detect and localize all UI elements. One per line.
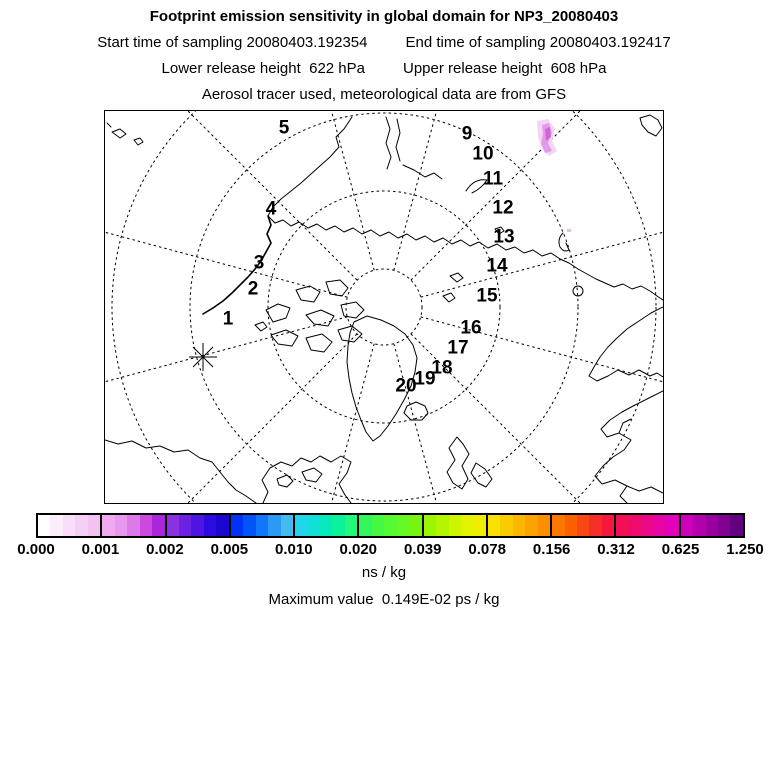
graticule-layer xyxy=(105,111,663,503)
colorbar-cell xyxy=(693,515,705,536)
colorbar-segment xyxy=(165,515,229,536)
colorbar-segment xyxy=(357,515,421,536)
coastline-severnaya-zemlya xyxy=(386,117,442,179)
colorbar-cell xyxy=(488,515,500,536)
figure-title: Footprint emission sensitivity in global domain for NP3_20080403 xyxy=(149,8,619,25)
lower-release-label: Lower release height 622 hPa xyxy=(161,60,365,77)
colorbar-tick-label: 0.078 xyxy=(468,541,506,558)
colorbar-cell xyxy=(384,515,396,536)
trajectory-label-1: 1 xyxy=(222,308,234,330)
coastline-ireland xyxy=(471,463,492,487)
trajectory-label-4: 4 xyxy=(265,198,277,220)
map-panel xyxy=(104,110,664,504)
trajectory-label-17: 17 xyxy=(447,337,469,359)
colorbar-segment xyxy=(38,515,100,536)
coastline-britain xyxy=(447,437,469,489)
colorbar-segment xyxy=(679,515,743,536)
meridian-line xyxy=(421,211,663,297)
trajectory-label-20: 20 xyxy=(395,375,417,397)
colorbar-cell xyxy=(589,515,601,536)
meridian-line xyxy=(288,344,374,503)
colorbar-cell xyxy=(281,515,293,536)
colorbar-cell xyxy=(397,515,409,536)
latitude-circle xyxy=(112,111,656,503)
tracer-line: Aerosol tracer used, meteorological data are from GFS xyxy=(201,86,567,103)
colorbar-cell xyxy=(449,515,461,536)
coastline-hudson-islands xyxy=(277,468,322,487)
colorbar-cell xyxy=(552,515,564,536)
colorbar-cell xyxy=(231,515,243,536)
colorbar-cell xyxy=(424,515,436,536)
coastline-hudson-bay xyxy=(262,456,351,503)
colorbar-cell xyxy=(372,515,384,536)
latitude-circle xyxy=(346,269,422,345)
colorbar-cell xyxy=(191,515,203,536)
colorbar-segment xyxy=(614,515,678,536)
colorbar-cell xyxy=(332,515,344,536)
trajectory-label-11: 11 xyxy=(482,168,504,190)
colorbar-cell xyxy=(243,515,255,536)
colorbar-cell xyxy=(345,515,357,536)
colorbar-cell xyxy=(565,515,577,536)
colorbar-cell xyxy=(75,515,87,536)
trajectory-label-16: 16 xyxy=(460,317,482,339)
coastline-canadian-archipelago xyxy=(255,280,364,352)
coastline-north-siberia xyxy=(268,216,663,300)
colorbar-tick-label: 0.625 xyxy=(661,541,700,558)
trajectory-label-19: 19 xyxy=(414,368,436,390)
start-time-label: Start time of sampling 20080403.192354 xyxy=(97,34,368,51)
colorbar-cell xyxy=(50,515,62,536)
colorbar-cell xyxy=(666,515,678,536)
colorbar-cell xyxy=(167,515,179,536)
colorbar-cell xyxy=(641,515,653,536)
coastline-iceland xyxy=(404,402,428,420)
coastline-topright-corner xyxy=(640,115,662,136)
colorbar-tick-label: 0.001 xyxy=(81,541,120,558)
colorbar-cell xyxy=(718,515,730,536)
colorbar-tick-label: 0.156 xyxy=(532,541,571,558)
colorbar-cell xyxy=(216,515,228,536)
trajectory-label-14: 14 xyxy=(486,255,508,277)
colorbar-segment xyxy=(550,515,614,536)
end-time-label: End time of sampling 20080403.192417 xyxy=(405,34,671,51)
colorbar-tick-label: 0.312 xyxy=(597,541,635,558)
colorbar-cell xyxy=(127,515,139,536)
trajectory-label-18: 18 xyxy=(431,357,453,379)
colorbar-cell xyxy=(268,515,280,536)
coastline-topleft-islands xyxy=(107,123,143,145)
colorbar-cell xyxy=(654,515,666,536)
trajectory-label-2: 2 xyxy=(247,278,259,300)
colorbar-cell xyxy=(102,515,114,536)
colorbar-cell xyxy=(295,515,307,536)
plume-layer xyxy=(537,119,571,232)
colorbar-cell xyxy=(308,515,320,536)
colorbar-tick-label: 0.000 xyxy=(17,541,55,558)
meridian-line xyxy=(122,334,357,503)
colorbar-units: ns / kg xyxy=(361,564,407,581)
colorbar-cell xyxy=(730,515,742,536)
trajectory-label-12: 12 xyxy=(492,197,514,219)
colorbar-cell xyxy=(436,515,448,536)
colorbar-ticks xyxy=(0,541,768,559)
coastline-north-america xyxy=(105,440,256,503)
colorbar-cell xyxy=(500,515,512,536)
meridian-line xyxy=(411,111,646,280)
colorbar-cell xyxy=(538,515,550,536)
latitude-circle xyxy=(105,111,663,503)
colorbar-tick-label: 0.010 xyxy=(275,541,313,558)
meridian-line xyxy=(105,317,347,403)
colorbar-cell xyxy=(577,515,589,536)
colorbar-tick-label: 0.020 xyxy=(339,541,378,558)
colorbar-cell xyxy=(629,515,641,536)
coastline-europe-baltic xyxy=(619,419,663,493)
plume-dot xyxy=(567,229,571,232)
maximum-value-line: Maximum value 0.149E-02 ps / kg xyxy=(268,591,500,608)
coastline-scandinavia xyxy=(589,307,663,381)
colorbar-cell xyxy=(681,515,693,536)
release-marker xyxy=(189,343,217,371)
colorbar-cell xyxy=(88,515,100,536)
colorbar-cell xyxy=(179,515,191,536)
meridian-line xyxy=(122,111,357,280)
trajectory-label-9: 9 xyxy=(461,123,473,145)
latitude-circle xyxy=(265,191,500,423)
meridian-line xyxy=(105,211,347,300)
colorbar-cell xyxy=(63,515,75,536)
colorbar-cell xyxy=(513,515,525,536)
colorbar-segment xyxy=(422,515,486,536)
colorbar-cell xyxy=(320,515,332,536)
colorbar-cell xyxy=(602,515,614,536)
trajectory-label-13: 13 xyxy=(493,226,515,248)
colorbar xyxy=(36,513,745,538)
trajectory-label-3: 3 xyxy=(253,252,265,274)
polar-map xyxy=(105,111,663,503)
colorbar-cell xyxy=(525,515,537,536)
colorbar-tick-label: 1.250 xyxy=(726,541,764,558)
colorbar-cell xyxy=(473,515,485,536)
colorbar-segment xyxy=(100,515,164,536)
colorbar-segment xyxy=(293,515,357,536)
colorbar-cell xyxy=(359,515,371,536)
upper-release-label: Upper release height 608 hPa xyxy=(403,60,607,77)
colorbar-tick-label: 0.039 xyxy=(403,541,442,558)
coastline-europe xyxy=(595,391,663,503)
colorbar-cell xyxy=(38,515,50,536)
colorbar-cell xyxy=(204,515,216,536)
colorbar-cell xyxy=(409,515,421,536)
trajectory-label-15: 15 xyxy=(476,285,498,307)
colorbar-cell xyxy=(461,515,473,536)
colorbar-cell xyxy=(152,515,164,536)
colorbar-segment xyxy=(486,515,550,536)
colorbar-tick-label: 0.005 xyxy=(210,541,249,558)
sampling-times-line xyxy=(0,34,768,51)
colorbar-cell xyxy=(706,515,718,536)
colorbar-cell xyxy=(140,515,152,536)
colorbar-cell xyxy=(115,515,127,536)
release-heights-line xyxy=(0,60,768,77)
colorbar-cell xyxy=(256,515,268,536)
colorbar-segment xyxy=(229,515,293,536)
meridian-line xyxy=(288,111,374,270)
coastline-layer xyxy=(105,115,663,503)
colorbar-tick-label: 0.002 xyxy=(146,541,184,558)
colorbar-cell xyxy=(616,515,628,536)
trajectory-label-5: 5 xyxy=(278,117,290,139)
trajectory-label-10: 10 xyxy=(472,143,494,165)
